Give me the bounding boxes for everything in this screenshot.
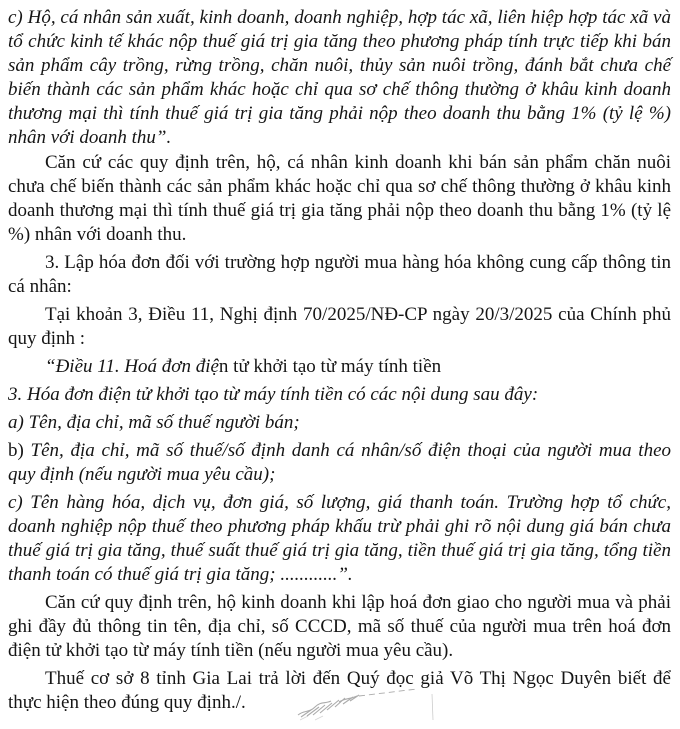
point-b-marker: b) bbox=[8, 440, 24, 461]
quoted-regulation-point-c: c) Hộ, cá nhân sản xuất, kinh doanh, doanh nghiệp, hợp tác xã, liên hiệp hợp tác xã và tổ chức kinh tế khác nộp thuế giá trị gia tăng theo phương pháp tính trực tiếp khi bán sản phẩm cây trồng, rừng trồng, chăn nuôi, thủy sản nuôi trồng, đánh bắt chưa chế biến thành các sản phẩm khác hoặc chỉ qua sơ chế thông thường ở khâu kinh doanh thương mại thì tính thuế giá trị gia tăng phải nộp theo doanh thu bằng 1% (tỷ lệ %) nhân với doanh thu”. bbox=[8, 7, 671, 148]
article-11-title-regular-part: n tử khởi tạo từ máy tính tiền bbox=[218, 356, 442, 377]
article-11-title-italic-part: “Điều 11. Hoá đơn điệ bbox=[45, 356, 219, 377]
point-a: a) Tên, địa chỉ, mã số thuế người bán; bbox=[8, 412, 300, 433]
legal-basis-paragraph: Tại khoản 3, Điều 11, Nghị định 70/2025/NĐ-CP ngày 20/3/2025 của Chính phủ quy định : bbox=[8, 304, 671, 349]
article-11-title bbox=[8, 355, 671, 379]
clause-3-intro: 3. Hóa đơn điện tử khởi tạo từ máy tính tiền có các nội dung sau đây: bbox=[8, 384, 539, 405]
section-3-heading: 3. Lập hóa đơn đối với trường hợp người mua hàng hóa không cung cấp thông tin cá nhân: bbox=[8, 252, 671, 297]
point-b bbox=[8, 439, 671, 487]
point-c: c) Tên hàng hóa, dịch vụ, đơn giá, số lượng, giá thanh toán. Trường hợp tổ chức, doanh nghiệp nộp thuế theo phương pháp khấu trừ phải ghi rõ nội dung giá bán chưa thuế giá trị gia tăng, thuế suất thuế giá trị gia tăng, tiền thuế giá trị gia tăng, tổng tiền thanh toán có thuế giá trị gia tăng; ............”. bbox=[8, 492, 671, 585]
analysis-paragraph-1: Căn cứ các quy định trên, hộ, cá nhân kinh doanh khi bán sản phẩm chăn nuôi chưa chế biến thành các sản phẩm khác hoặc chỉ qua sơ chế thông thường ở khâu kinh doanh thương mại thì tính thuế giá trị gia tăng phải nộp theo doanh thu bằng 1% (tỷ lệ %) nhân với doanh thu. bbox=[8, 152, 671, 245]
conclusion-paragraph: Căn cứ quy định trên, hộ kinh doanh khi lập hoá đơn giao cho người mua và phải ghi đầy đủ thông tin tên, địa chỉ, số CCCD, mã số thuế của người mua trên hoá đơn điện tử khởi tạo từ máy tính tiền (nếu người mua yêu cầu). bbox=[8, 592, 671, 661]
point-b-text: Tên, địa chỉ, mã số thuế/số định danh cá nhân/số điện thoại của người mua theo quy định (nếu người mua yêu cầu); bbox=[8, 440, 671, 485]
closing-paragraph: Thuế cơ sở 8 tỉnh Gia Lai trả lời đến Quý đọc giả Võ Thị Ngọc Duyên biết để thực hiện theo đúng quy định./. bbox=[8, 668, 671, 713]
